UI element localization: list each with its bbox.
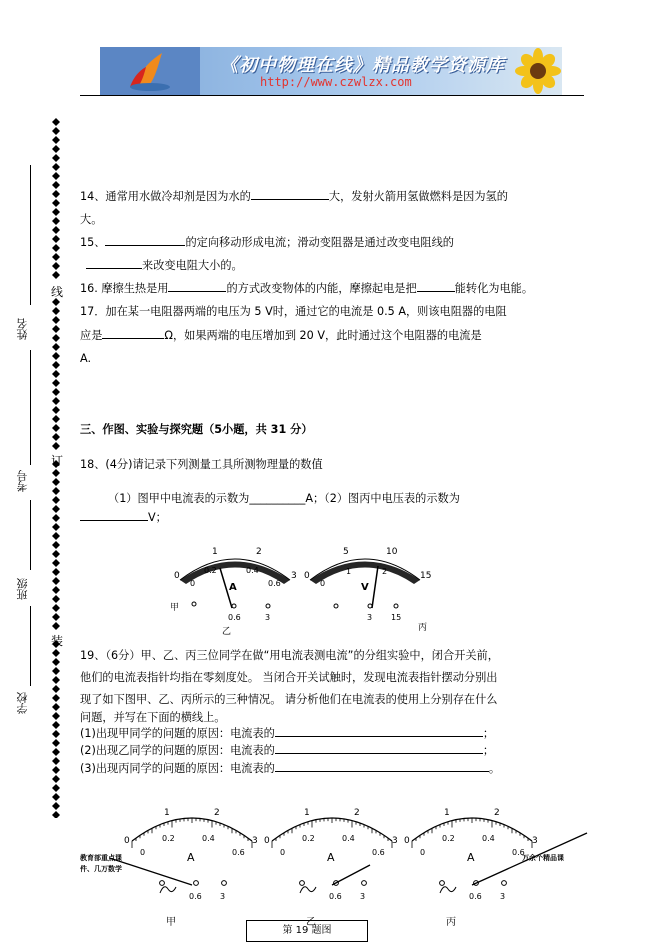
question-19-line2: 他们的电流表指针均指在零刻度处。 当闭合开关试触时，发现电流表指针摆动分别出: [80, 671, 498, 684]
meter-terminal: [362, 881, 367, 886]
name-line: [30, 165, 31, 305]
q18-text-2: A；（2）图丙中电压表的示数为: [305, 492, 460, 505]
binding-diamond: [52, 154, 60, 162]
question-18-stem: 18、(4分)请记录下列测量工具所测物理量的数值: [80, 458, 323, 471]
meter-top-label: 1: [304, 808, 310, 818]
meter-top-label: 1: [164, 808, 170, 818]
sunflower-icon: [508, 47, 562, 95]
binding-diamond: [52, 514, 60, 522]
meter-unit: A: [327, 851, 335, 864]
meter-end-left: 0: [404, 836, 410, 846]
binding-diamond: [52, 379, 60, 387]
q18-meter2-end-right: 15: [420, 571, 432, 581]
binding-diamond: [52, 685, 60, 693]
meter-bottom-label: 0.2: [162, 834, 175, 843]
q19-answer-2: [80, 740, 494, 760]
binding-diamond: [52, 676, 60, 684]
binding-diamond: [52, 235, 60, 243]
binding-diamond: [52, 649, 60, 657]
binding-diamond: [52, 253, 60, 261]
q18-meter2-bottom-2: 2: [382, 567, 388, 576]
watermark-right: 万余个精品课: [522, 854, 564, 862]
q18-meter2-top-2: 10: [386, 547, 398, 557]
binding-diamond: [52, 721, 60, 729]
question-19-line3: 现了如下图甲、乙、丙所示的三种情况。 请分析他们在电流表的使用上分别存在什么: [80, 693, 498, 706]
q15-blank-1[interactable]: [105, 232, 185, 246]
q19-blank-3[interactable]: [275, 758, 489, 772]
class-line: [30, 500, 31, 570]
q16-text-3: 能转化为电能。: [454, 282, 534, 295]
meter-bottom-label: 0.6: [512, 848, 525, 857]
q18-meter2-terminal-1: 3: [367, 613, 373, 622]
meter-terminal-label: 0.6: [329, 892, 342, 901]
exam-no-line: [30, 350, 31, 465]
q18-meter1-top-2: 2: [256, 547, 262, 557]
meter-bottom-label: 0.4: [482, 834, 495, 843]
binding-diamond: [52, 811, 60, 818]
binding-diamond: [52, 802, 60, 810]
watermark-left: 教育部重点课件、几万数学: [80, 854, 122, 873]
binding-diamond: [52, 478, 60, 486]
binding-diamond: [52, 505, 60, 513]
binding-diamond: [52, 541, 60, 549]
meter-terminal-label: 3: [500, 892, 506, 901]
q19-answer-3-end: 。: [488, 762, 501, 775]
q18-meter1-label-jia: 甲: [170, 603, 180, 613]
binding-mark-zhuang: 装: [51, 634, 64, 648]
q18-meter1-bottom-2: 0.4: [246, 566, 259, 575]
q18-meter1-top-1: 1: [212, 547, 218, 557]
binding-diamond: [52, 271, 60, 279]
meter-bottom-label: 0: [280, 848, 286, 857]
q18-meter1-terminal-2: 3: [265, 613, 271, 622]
meter-terminal-label: 3: [360, 892, 366, 901]
binding-diamond: [52, 667, 60, 675]
binding-diamond: [52, 730, 60, 738]
binding-diamond: [52, 559, 60, 567]
question-19-line1: 19、（6分）甲、乙、丙三位同学在做“用电流表测电流”的分组实验中，闭合开关前，: [80, 649, 499, 662]
banner-url[interactable]: http://www.czwlzx.com: [260, 75, 412, 89]
binding-mark-xian: 线: [51, 285, 64, 299]
binding-diamond: [52, 415, 60, 423]
binding-diamond: [52, 163, 60, 171]
binding-diamond: [52, 487, 60, 495]
binding-diamond: [52, 208, 60, 216]
q17-blank-1[interactable]: [102, 325, 164, 339]
binding-diamond: [52, 613, 60, 621]
meter-bottom-label: 0.6: [232, 848, 245, 857]
q16-text: 16. 摩擦生热是用: [80, 282, 169, 295]
binding-diamond: [52, 424, 60, 432]
binding-diamond: [52, 622, 60, 630]
binding-diamond: [52, 712, 60, 720]
q15-text: 15、: [80, 236, 106, 249]
binding-diamond: [52, 307, 60, 315]
q18-meter2-terminal-2: 15: [391, 613, 402, 622]
binding-diamond: [52, 316, 60, 324]
meter-terminal: [440, 881, 445, 886]
q18-meters-figure: [160, 538, 470, 638]
q18-meter1-bottom-0: 0: [190, 579, 196, 588]
q18-meter2-bottom-0: 0: [320, 579, 326, 588]
q16-blank-1[interactable]: [168, 278, 226, 292]
q19-blank-2[interactable]: [275, 740, 483, 754]
q19-meters-figure: [80, 803, 590, 936]
q18-meter2-end-left: 0: [304, 571, 310, 581]
binding-diamond: [52, 757, 60, 765]
q18-meter1-unit: A: [229, 582, 237, 593]
binding-diamond: [52, 217, 60, 225]
binding-diamond: [52, 226, 60, 234]
q18-meter2-top-1: 5: [343, 547, 349, 557]
q19-answer-2-text: (2)出现乙同学的问题的原因：电流表的: [80, 744, 275, 757]
binding-diamond: [52, 352, 60, 360]
q14-text: 14、通常用水做冷却剂是因为水的: [80, 190, 251, 203]
binding-diamond: [52, 388, 60, 396]
binding-diamond: [52, 523, 60, 531]
q17-text-3: Ω，如果两端的电压增加到 20 V，此时通过这个电阻器的电流是: [164, 329, 482, 342]
binding-diamond: [52, 694, 60, 702]
q18-meter2-unit: V: [361, 582, 369, 593]
meter-end-left: 0: [124, 836, 130, 846]
q15-blank-2[interactable]: [86, 255, 142, 269]
q18-meter2-needle: [372, 566, 378, 608]
question-17: 17．加在某一电阻器两端的电压为 5 V时，通过它的电流是 0.5 A，则该电阻器的电阻: [80, 305, 507, 318]
meter-bottom-label: 0.6: [372, 848, 385, 857]
q18-text-1: （1）图甲中电流表的示数为: [108, 492, 250, 505]
binding-diamond: [52, 793, 60, 801]
binding-diamond: [52, 586, 60, 594]
binding-mark-ding: 订: [51, 454, 64, 468]
q16-text-2: 的方式改变物体的内能，摩擦起电是把: [226, 282, 417, 295]
meter-wire: [160, 887, 176, 893]
binding-diamond: [52, 361, 60, 369]
q18-blank-2[interactable]: [80, 507, 148, 521]
binding-diamond: [52, 343, 60, 351]
meter-wire: [300, 887, 316, 893]
question-17-cont: [80, 324, 482, 347]
header-banner: [100, 47, 562, 95]
q18-meter2-bottom-1: 1: [346, 567, 352, 576]
meter-terminal-label: 3: [220, 892, 226, 901]
q15-text-3: 来改变电阻大小的。: [142, 259, 243, 272]
binding-diamond: [52, 190, 60, 198]
question-14-cont: 大。: [80, 213, 103, 226]
binding-diamond: [52, 181, 60, 189]
banner-title: 《初中物理在线》精品教学资源库: [220, 55, 505, 76]
q17-text-2: 应是: [80, 329, 103, 342]
q18-meter1-end-left: 0: [174, 571, 180, 581]
q19-answer-1-end: ；: [482, 727, 495, 740]
question-19-line4: 问题，并写在下面的横线上。: [80, 711, 226, 724]
binding-diamond: [52, 199, 60, 207]
figure-caption: 第 19 题图: [246, 920, 368, 942]
q18-ammeter: [170, 547, 297, 637]
meter-unit: A: [187, 851, 195, 864]
binding-diamond: [52, 784, 60, 792]
meter-end-right: 3: [392, 836, 398, 846]
meter-terminal-label: 0.6: [469, 892, 482, 901]
q19-answer-3-text: (3)出现丙同学的问题的原因：电流表的: [80, 762, 275, 775]
meter-bottom-label: 0: [140, 848, 146, 857]
meter-end-left: 0: [264, 836, 270, 846]
exam-no-label: 考号: [16, 470, 29, 492]
meter-wire: [440, 887, 456, 893]
binding-diamond: [52, 550, 60, 558]
q18-meter1-label-yi: 乙: [222, 627, 232, 637]
section-3-title: 三、作图、实验与探究题（5小题，共 31 分）: [80, 423, 313, 436]
school-line: [30, 606, 31, 686]
q18-meter1-bottom-1: 0.2: [204, 566, 217, 575]
name-label: 姓名: [16, 318, 29, 340]
q18-voltmeter: [304, 547, 431, 633]
binding-diamond: [52, 145, 60, 153]
q19-answer-2-end: ；: [482, 744, 495, 757]
binding-diamond: [52, 397, 60, 405]
binding-diamond: [52, 766, 60, 774]
meter-terminal: [222, 881, 227, 886]
binding-diamond: [52, 739, 60, 747]
q18-meter1-end-right: 3: [291, 571, 297, 581]
q18-meter2-label-bing: 丙: [418, 623, 428, 633]
meter-terminal: [160, 881, 165, 886]
q18-blank-1[interactable]: __________: [249, 492, 306, 505]
meter-bottom-label: 0.2: [442, 834, 455, 843]
meter-top-label: 2: [214, 808, 220, 818]
question-18-line2: [80, 506, 167, 529]
meter-terminal: [300, 881, 305, 886]
binding-diamond: [52, 334, 60, 342]
meter-top-label: 2: [354, 808, 360, 818]
header-rule: [80, 95, 584, 96]
binding-diamond: [52, 568, 60, 576]
binding-diamond: [52, 172, 60, 180]
question-16: [80, 277, 533, 300]
q18-meter1-bottom-3: 0.6: [268, 579, 281, 588]
meter-top-label: 2: [494, 808, 500, 818]
meter-bottom-label: 0.4: [202, 834, 215, 843]
q19-answer-1-text: (1)出现甲同学的问题的原因：电流表的: [80, 727, 275, 740]
question-14: [80, 185, 508, 208]
logo-icon: [100, 47, 200, 95]
binding-diamond: [52, 370, 60, 378]
meter-name-label: 甲: [166, 917, 176, 928]
binding-diamond: [52, 244, 60, 252]
binding-diamond: [52, 748, 60, 756]
q19-answer-3: [80, 758, 500, 778]
binding-diamond: [52, 595, 60, 603]
question-15: [80, 231, 454, 254]
binding-diamond: [52, 262, 60, 270]
binding-diamond: [52, 658, 60, 666]
meter-unit: A: [467, 851, 475, 864]
binding-diamond: [52, 496, 60, 504]
binding-diamond: [52, 577, 60, 585]
meter-bottom-label: 0: [420, 848, 426, 857]
meter-bottom-label: 0.4: [342, 834, 355, 843]
meter-name-label: 乙: [306, 917, 316, 928]
q16-blank-2[interactable]: [417, 278, 455, 292]
binding-diamond: [52, 775, 60, 783]
binding-diamond: [52, 532, 60, 540]
binding-diamond: [52, 127, 60, 135]
meter-top-label: 1: [444, 808, 450, 818]
meter-terminal-label: 0.6: [189, 892, 202, 901]
meter-bottom-label: 0.2: [302, 834, 315, 843]
meter-end-right: 3: [252, 836, 258, 846]
binding-diamond: [52, 442, 60, 450]
meter-terminal: [194, 881, 199, 886]
meter-end-right: 3: [532, 836, 538, 846]
meter-name-label: 丙: [446, 917, 456, 928]
binding-diamond: [52, 433, 60, 441]
q14-blank-1[interactable]: [251, 186, 329, 200]
q14-text-2: 大，发射火箭用氢做燃料是因为氢的: [328, 190, 508, 203]
q15-text-2: 的定向移动形成电流；滑动变阻器是通过改变电阻线的: [185, 236, 454, 249]
binding-diamond: [52, 136, 60, 144]
q18-text-3: V；: [148, 511, 167, 524]
school-label: 学校: [16, 692, 29, 714]
binding-diamond: [52, 118, 60, 126]
question-15-cont: [86, 254, 243, 277]
binding-diamond: [52, 703, 60, 711]
binding-diamond: [52, 469, 60, 477]
binding-diamond: [52, 406, 60, 414]
q18-meter1-terminal-1: 0.6: [228, 613, 241, 622]
class-label: 班级: [16, 578, 29, 600]
binding-diamond: [52, 325, 60, 333]
question-17-end: A.: [80, 352, 92, 365]
q19-blank-1[interactable]: [275, 723, 483, 737]
binding-diamond: [52, 604, 60, 612]
meter-terminal: [502, 881, 507, 886]
